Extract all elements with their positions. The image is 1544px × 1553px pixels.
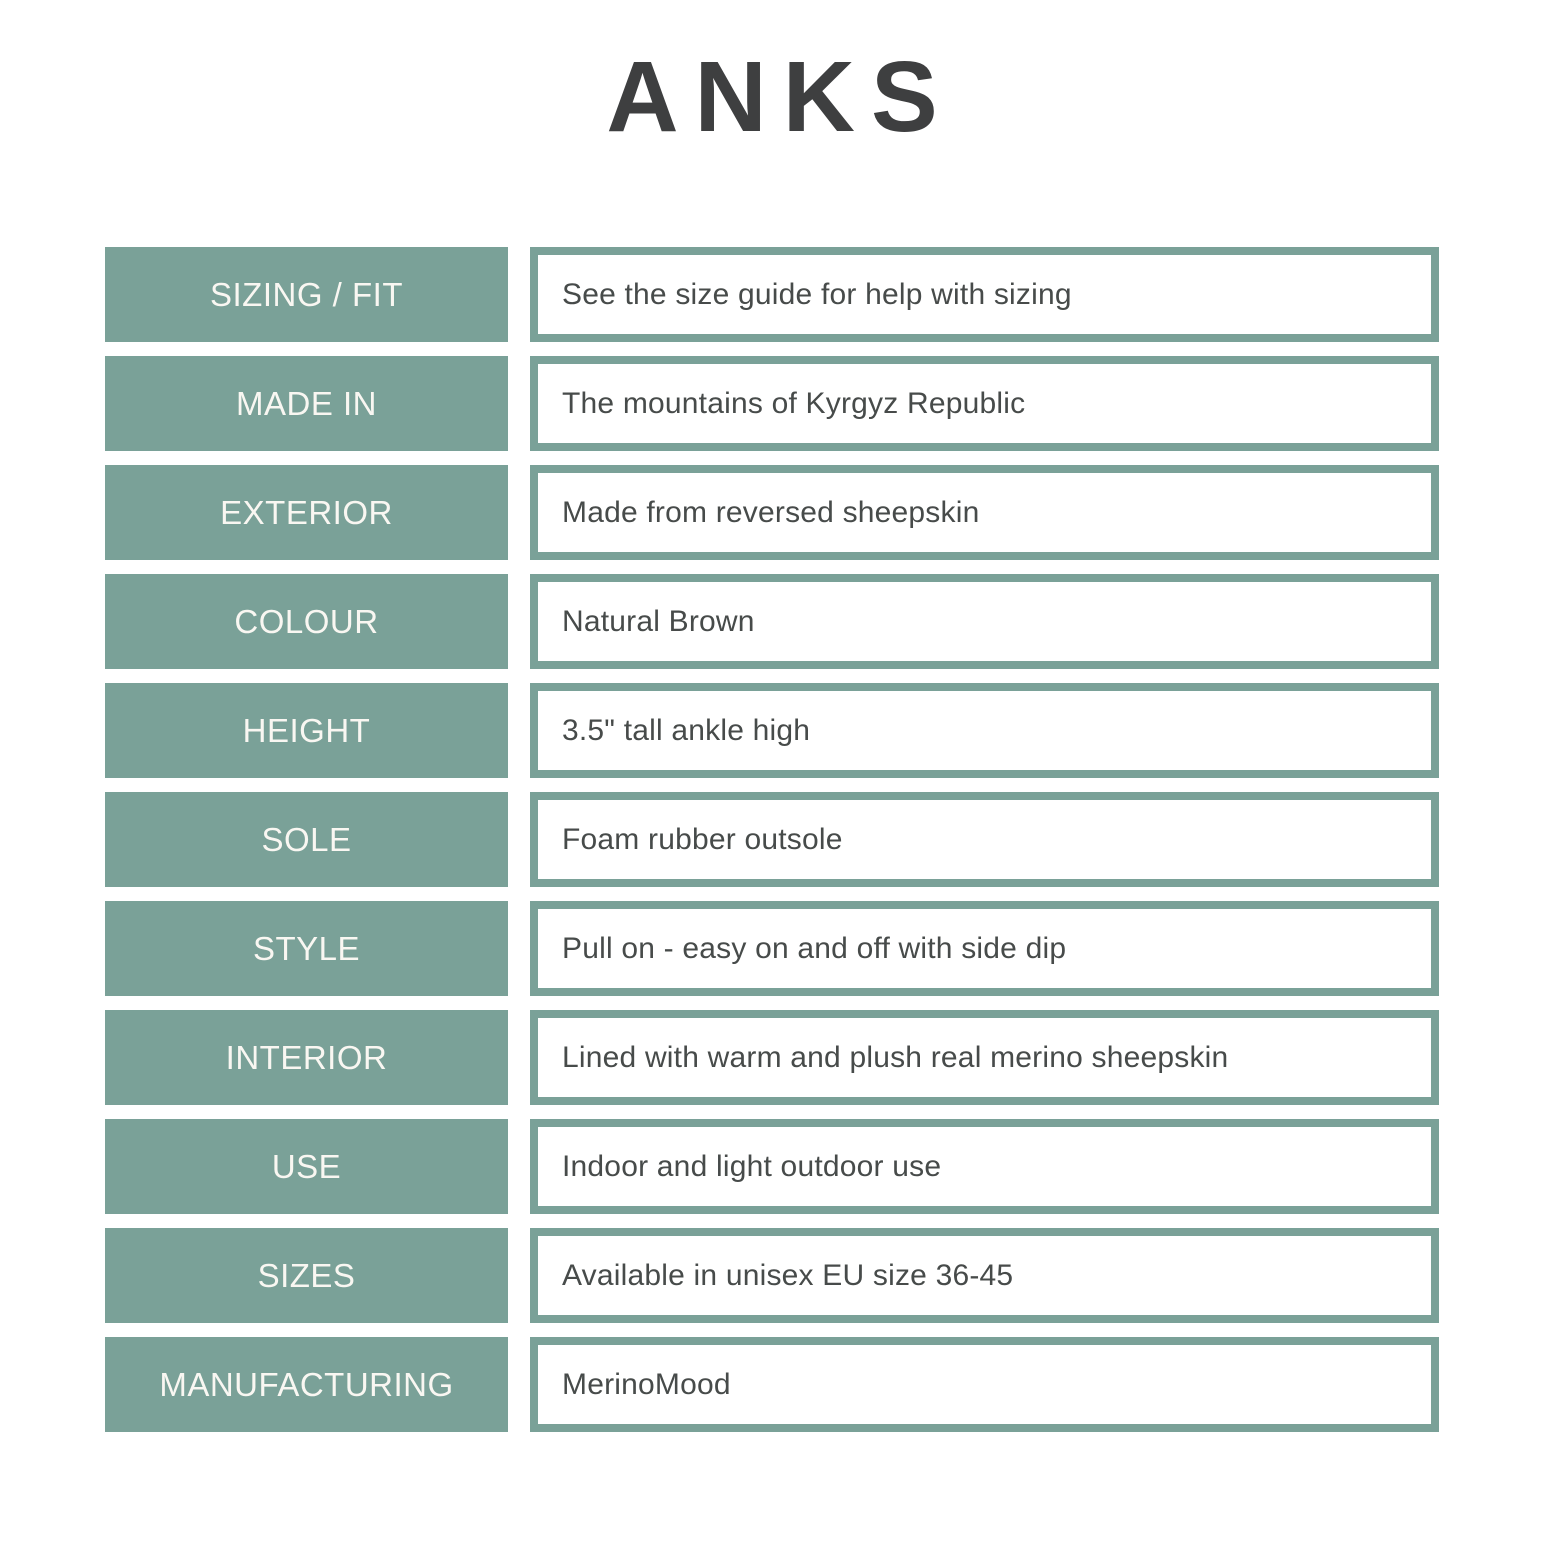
row-label: EXTERIOR (105, 465, 508, 560)
row-value: Natural Brown (562, 604, 755, 638)
row-value: See the size guide for help with sizing (562, 277, 1072, 311)
table-row (105, 1119, 1439, 1214)
table-row (105, 1228, 1439, 1323)
row-value-box (530, 792, 1439, 887)
row-label: HEIGHT (105, 683, 508, 778)
row-value-box (530, 1337, 1439, 1432)
row-value-box (530, 1010, 1439, 1105)
spec-table (105, 247, 1439, 1432)
row-label: INTERIOR (105, 1010, 508, 1105)
row-label: MADE IN (105, 356, 508, 451)
row-value: Lined with warm and plush real merino sheepskin (562, 1040, 1229, 1074)
row-value: MerinoMood (562, 1367, 731, 1401)
table-row (105, 356, 1439, 451)
row-value: Made from reversed sheepskin (562, 495, 980, 529)
row-value-box (530, 247, 1439, 342)
row-label: MANUFACTURING (105, 1337, 508, 1432)
row-value-box (530, 465, 1439, 560)
table-row (105, 901, 1439, 996)
row-value-box (530, 683, 1439, 778)
row-label: USE (105, 1119, 508, 1214)
table-row (105, 465, 1439, 560)
row-value: Pull on - easy on and off with side dip (562, 931, 1067, 965)
row-value-box (530, 356, 1439, 451)
row-value: Available in unisex EU size 36-45 (562, 1258, 1014, 1292)
product-spec-page (0, 41, 1544, 1553)
table-row (105, 1337, 1439, 1432)
row-value-box (530, 1119, 1439, 1214)
row-value-box (530, 574, 1439, 669)
row-value: Indoor and light outdoor use (562, 1149, 942, 1183)
table-row (105, 683, 1439, 778)
row-value-box (530, 1228, 1439, 1323)
row-label: SOLE (105, 792, 508, 887)
row-value: 3.5" tall ankle high (562, 713, 811, 747)
row-label: SIZES (105, 1228, 508, 1323)
table-row (105, 574, 1439, 669)
row-value: The mountains of Kyrgyz Republic (562, 386, 1026, 420)
row-value-box (530, 901, 1439, 996)
table-row (105, 1010, 1439, 1105)
page-title: ANKS (606, 41, 954, 153)
row-label: STYLE (105, 901, 508, 996)
row-label: COLOUR (105, 574, 508, 669)
table-row (105, 247, 1439, 342)
row-label: SIZING / FIT (105, 247, 508, 342)
row-value: Foam rubber outsole (562, 822, 843, 856)
table-row (105, 792, 1439, 887)
